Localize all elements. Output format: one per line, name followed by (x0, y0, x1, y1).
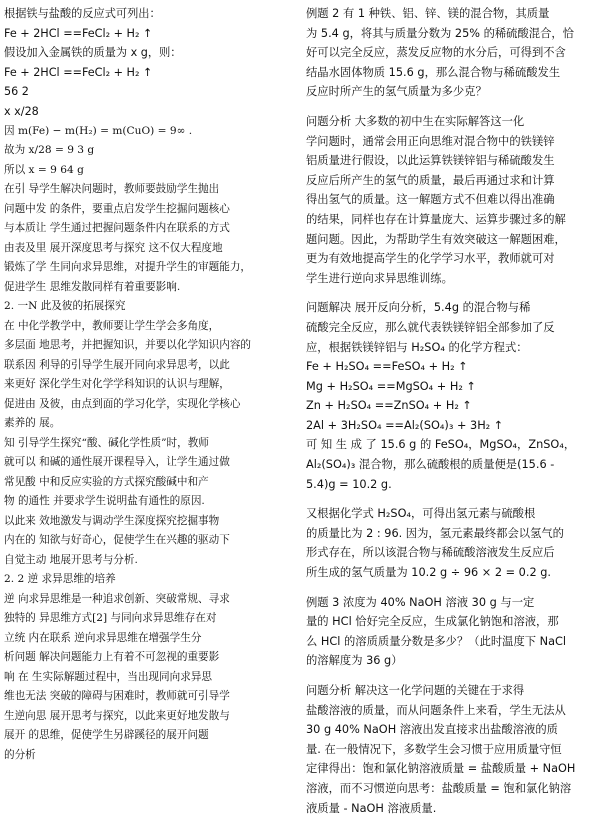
equation-line: 所以 x = 9 64 g (4, 163, 84, 176)
equation-line: 56 2 (4, 85, 29, 99)
text-line: 为 5.4 g，将其与质量分数为 25% 的稀硫酸混合，恰 (306, 26, 574, 40)
text-line: 铝质量进行假设，以此运算铁镁锌铝与稀硫酸发生 (306, 154, 555, 168)
text-line: 假设加入金属铁的质量为 x g，则： (4, 46, 182, 60)
text-line: 的质量比为 2 : 96. 因为，氢元素最终都会以氢气的 (306, 526, 564, 540)
text-line: 题问题。因此，为帮助学生有效突破这一解题困难， (306, 232, 566, 246)
text-line: 展开 的思维，促使学生另辟蹊径的展开问题 (4, 729, 209, 742)
text-line: 量. 在一般情况下，多数学生会习惯于应用质量守恒 (306, 742, 562, 756)
text-line: 促进由 及彼，由点到面的学习化学，实现化学核心 (4, 397, 241, 410)
text-line: 独特的 异思维方式[2] 与同向求异思维存在对 (4, 612, 217, 625)
equation-line: Fe + H₂SO₄ ==FeSO₄ + H₂ ↑ (306, 360, 468, 374)
paragraph-gap (306, 583, 594, 593)
text-line: 就可以 和碱的通性展开课程导入，让学生通过做 (4, 456, 230, 469)
paragraph-gap (306, 494, 594, 504)
text-line: 的分析 (4, 748, 36, 761)
left-column (4, 4, 296, 765)
text-line: 根据铁与盐酸的反应式可列出： (4, 7, 161, 20)
text-line: 应，根据铁镁锌铝与 H₂SO₄ 的化学方程式： (306, 340, 528, 354)
example-heading: 例题 2 有 1 种铁、铝、锌、镁的混合物，其质量 (306, 7, 550, 20)
solution-heading: 问题解决 展开反向分析，5.4g 的混合物与稀 (306, 301, 531, 315)
analysis-heading: 问题分析 解决这一化学问题的关键在于求得 (306, 684, 525, 697)
text-line: 液质量 - NaOH 溶液质量. (306, 801, 437, 815)
text-line: 的溶解度为 36 g） (306, 654, 403, 668)
text-line: 形式存在，所以该混合物与稀硫酸溶液发生反应后 (306, 546, 555, 560)
text-line: 维也无法 突破的障碍与困难时，教师就可引导学 (4, 690, 230, 703)
text-line: 可 知 生 成 了 15.6 g 的 FeSO₄，MgSO₄，ZnSO₄， (306, 438, 576, 452)
paragraph-gap (306, 671, 594, 681)
text-line: 的结果，同样也存在计算量庞大、运算步骤过多的解 (306, 212, 566, 226)
analysis-heading: 问题分析 大多数的初中生在实际解答这一化 (306, 114, 525, 128)
section-heading: 2. 2 逆 求异思维的培养 (4, 573, 116, 586)
text-line: 5.4)g = 10.2 g. (306, 477, 392, 491)
text-line: 定律得出：饱和氯化钠溶液质量 = 盐酸质量 + NaOH (306, 762, 576, 776)
text-line: 学生进行逆向求异思维训练。 (306, 271, 453, 285)
text-line: 析问题 解决问题能力上有着不可忽视的重要影 (4, 651, 220, 664)
text-line: 以此来 效地激发与调动学生深度探究挖掘事物 (4, 514, 220, 527)
equation-line: 因 m(Fe) − m(H₂) = m(CuO) = 9∞ . (4, 124, 193, 137)
paragraph-gap (306, 288, 594, 298)
text-line: 又根据化学式 H₂SO₄，可得出氢元素与硫酸根 (306, 507, 536, 521)
text-line: 在 中化学教学中，教师要让学生学会多角度， (4, 319, 220, 332)
text-line: 所生成的氢气质量为 10.2 g ÷ 96 × 2 = 0.2 g. (306, 566, 552, 580)
text-line: 来更好 深化学生对化学学科知识的认识与理解， (4, 378, 230, 391)
text-line: 硫酸完全反应，那么就代表铁镁锌铝全部参加了反 (306, 320, 555, 334)
text-line: 多层面 地思考，并把握知识，并要以化学知识内容的 (4, 339, 252, 352)
text-line: 素养的 展。 (4, 417, 61, 430)
text-line: 促进学生 思维发散同样有着重要影响. (4, 280, 181, 293)
text-line: 学问题时，通常会用正向思维对混合物中的铁镁锌 (306, 134, 555, 148)
text-line: 锻炼了学 生同向求异思维，对提升学生的审题能力， (4, 261, 252, 274)
text-line: 问题中发 的条件，要重点启发学生挖掘问题核心 (4, 202, 230, 215)
text-line: 响 在 生实际解题过程中，当出现同向求异思 (4, 670, 213, 683)
equation-line: x x/28 (4, 104, 39, 118)
text-line: 30 g 40% NaOH 溶液出发直接求出盐酸溶液的质 (306, 723, 558, 737)
equation-line: 2Al + 3H₂SO₄ ==Al₂(SO₄)₃ + 3H₂ ↑ (306, 418, 504, 432)
equation-line: Fe + 2HCl ==FeCl₂ + H₂ ↑ (4, 65, 153, 79)
text-line: 生逆向思 展开思考与探究，以此来更好地发散与 (4, 709, 230, 722)
text-line: 立统 内在联系 逆向求异思维在增强学生分 (4, 631, 202, 644)
text-line: 反应时所产生的氢气质量为多少克？ (306, 85, 487, 99)
right-column (306, 4, 594, 818)
text-line: 反应后所产生的氢气的质量，最后再通过求和计算 (306, 173, 555, 187)
text-line: 联系因 利导的引导学生展开同向求异思考，以此 (4, 358, 230, 371)
text-line: 量的 HCl 恰好完全反应，生成氯化钠饱和溶液，那 (306, 615, 559, 629)
text-line: 与本质让 学生通过把握问题条件内在联系的方式 (4, 222, 230, 235)
text-line: 逆 向求异思维是一种追求创新、突破常规、寻求 (4, 592, 230, 605)
paragraph-gap (306, 102, 594, 112)
text-line: 由表及里 展开深度思考与探究 这不仅大程度地 (4, 241, 223, 254)
equation-line: Zn + H₂SO₄ ==ZnSO₄ + H₂ ↑ (306, 399, 472, 413)
section-heading: 2. 一N 此及彼的拓展探究 (4, 300, 126, 313)
text-line: 物 的通性 并要求学生说明盐有通性的原因. (4, 495, 205, 508)
text-line: 内在的 知欲与好奇心，促使学生在兴趣的驱动下 (4, 534, 230, 547)
text-line: 好可以完全反应，蒸发反应物的水分后，可得到不含 (306, 46, 566, 60)
text-line: 在引 导学生解决问题时，教师要鼓励学生抛出 (4, 183, 220, 196)
text-line: 结晶水固体物质 15.6 g，那么混合物与稀硫酸发生 (306, 65, 561, 79)
equation-line: 故为 x/28 = 9 3 g (4, 144, 95, 157)
text-line: 知 引导学生探究“酸、碱化学性质”时，教师 (4, 436, 209, 449)
text-line: 自觉主动 地展开思考与分析. (4, 553, 138, 566)
text-line: Al₂(SO₄)₃ 混合物，那么硫酸根的质量便是(15.6 - (306, 458, 555, 472)
equation-line: Fe + 2HCl ==FeCl₂ + H₂ ↑ (4, 26, 153, 40)
text-line: 更为有效地提高学生的化学学习水平，教师就可对 (306, 252, 555, 266)
text-line: 盐酸溶液的质量，而从问题条件上来看，学生无法从 (306, 703, 566, 717)
text-line: 溶液，而不习惯逆向思考：盐酸质量 = 饱和氯化钠溶 (306, 781, 572, 795)
text-line: 常见酸 中和反应实验的方式探究酸碱中和产 (4, 475, 209, 488)
example-heading: 例题 3 浓度为 40% NaOH 溶液 30 g 与一定 (306, 595, 535, 609)
equation-line: Mg + H₂SO₄ ==MgSO₄ + H₂ ↑ (306, 379, 476, 393)
text-line: 得出氢气的质量。这一解题方式不但难以得出准确 (306, 193, 555, 207)
text-line: 么 HCl 的溶质质量分数是多少？（此时温度下 NaCl (306, 634, 567, 648)
